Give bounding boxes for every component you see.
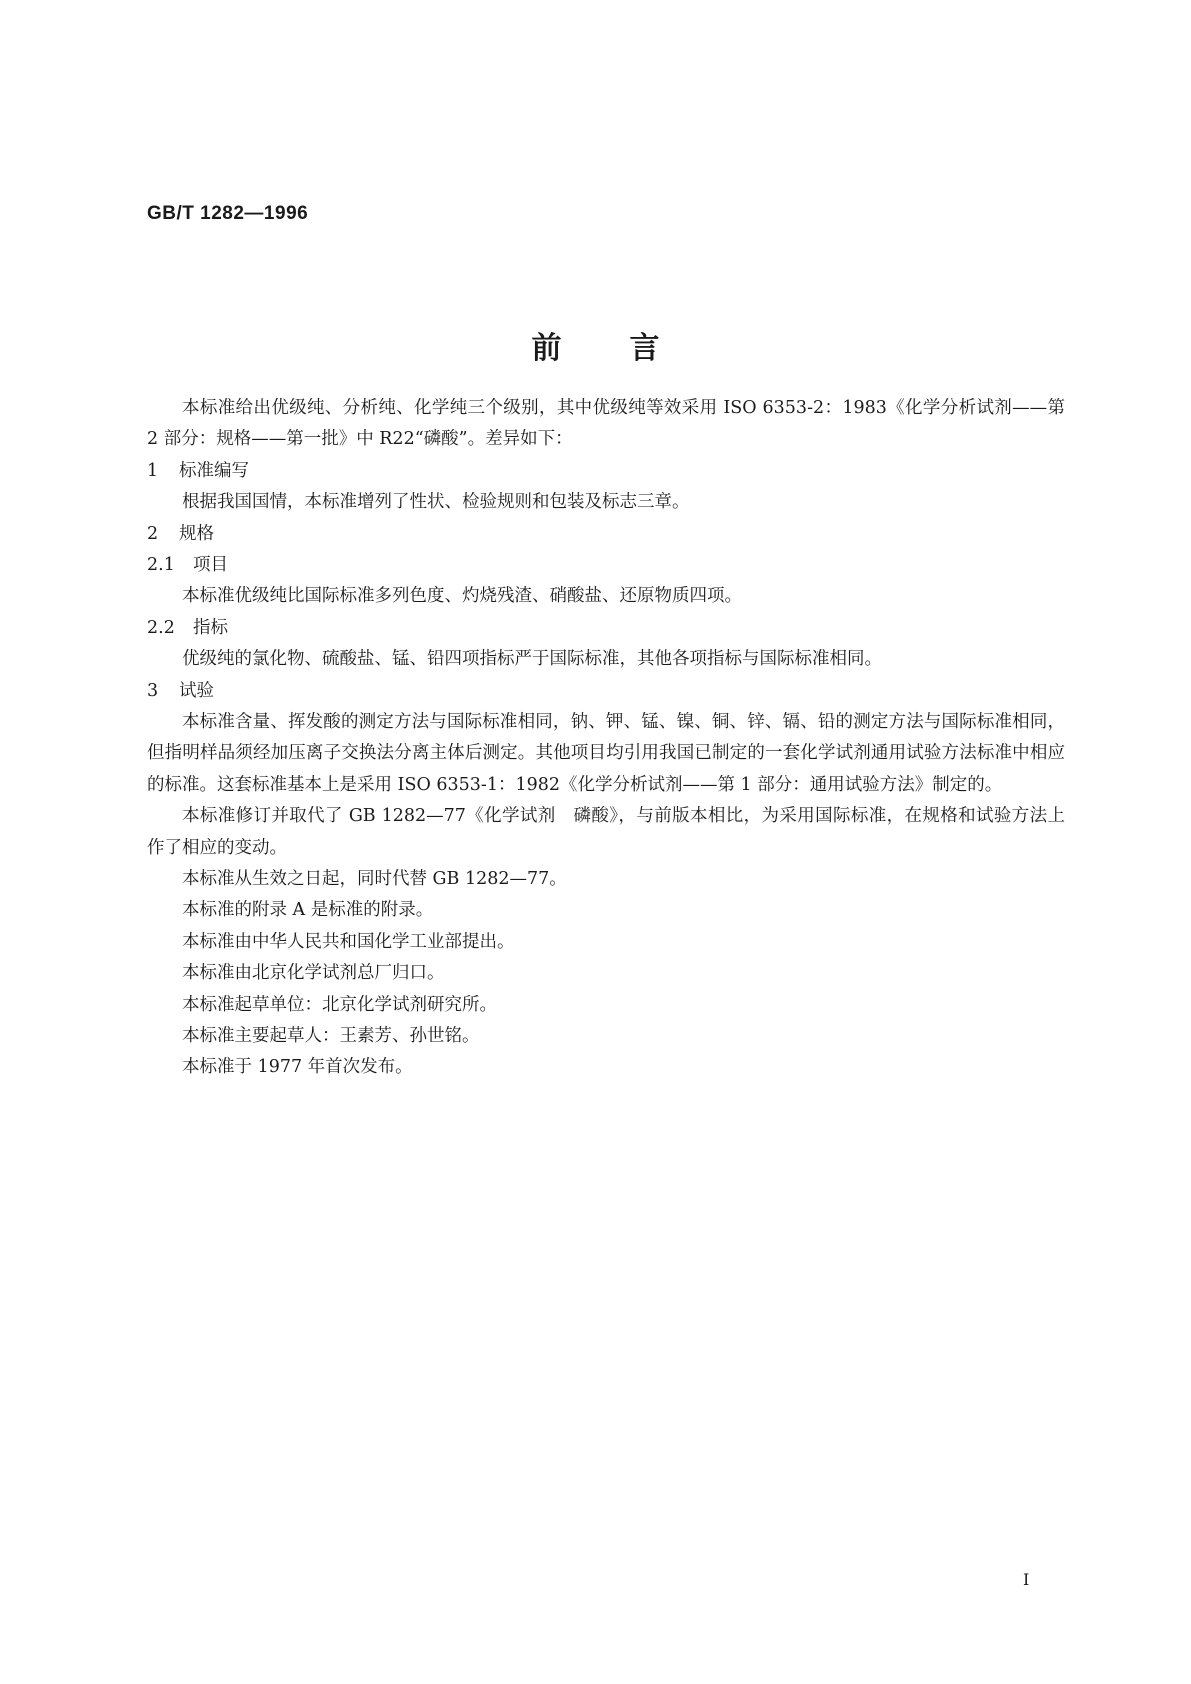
section-number: 3 — [147, 680, 159, 701]
page-title — [0, 323, 1191, 367]
first-published-paragraph: 本标准于 1977 年首次发布。 — [182, 1057, 413, 1078]
section-title: 试验 — [179, 680, 214, 701]
section-heading-2 — [147, 519, 1065, 550]
section-2-2-text: 优级纯的氯化物、硫酸盐、锰、铅四项指标严于国际标准，其他各项指标与国际标准相同。 — [182, 649, 882, 670]
section-3-text: 本标准含量、挥发酸的测定方法与国际标准相同，钠、钾、锰、镍、铜、锌、镉、铅的测定方法与国际标准相同，但指明样品须经加压离子交换法分离主体后测定。其他项目均引用我国已制定的一套化学试剂通用试验方法标准中相应的标准。这套标准基本上是采用 ISO 6353-1：1982《化学分析试剂——第 1 部分：通用试验方法》制定的。 — [147, 711, 1065, 795]
drafters-paragraph: 本标准主要起草人：王素芳、孙世铭。 — [182, 1025, 480, 1046]
page-number: I — [1023, 1570, 1030, 1589]
appendix-paragraph: 本标准的附录 A 是标准的附录。 — [182, 900, 434, 921]
section-title: 标准编写 — [179, 460, 249, 481]
section-heading-1 — [147, 456, 1065, 487]
section-2-1-text: 本标准优级纯比国际标准多列色度、灼烧残渣、硝酸盐、还原物质四项。 — [182, 586, 742, 607]
section-title: 项目 — [193, 554, 228, 575]
section-1-text: 根据我国国情，本标准增列了性状、检验规则和包装及标志三章。 — [182, 492, 690, 513]
section-title: 规格 — [179, 523, 214, 544]
proposer-paragraph: 本标准由中华人民共和国化学工业部提出。 — [182, 931, 515, 952]
preface-body — [147, 393, 1065, 1084]
standard-code: GB/T 1282—1996 — [147, 203, 309, 224]
section-number: 1 — [147, 460, 159, 481]
section-number: 2.2 — [147, 617, 175, 638]
intro-paragraph: 本标准给出优级纯、分析纯、化学纯三个级别，其中优级纯等效采用 ISO 6353-2：1983《化学分析试剂——第 2 部分：规格——第一批》中 R22“磷酸”。差异如下： — [147, 398, 1065, 450]
section-heading-3 — [147, 676, 1065, 707]
section-number: 2 — [147, 523, 159, 544]
centralizer-paragraph: 本标准由北京化学试剂总厂归口。 — [182, 963, 445, 984]
section-heading-2-1 — [147, 550, 1065, 581]
section-number: 2.1 — [147, 554, 175, 575]
section-title: 指标 — [193, 617, 228, 638]
title-char-1: 前 — [531, 331, 562, 366]
title-char-2: 言 — [629, 331, 660, 366]
drafting-unit-paragraph: 本标准起草单位：北京化学试剂研究所。 — [182, 994, 497, 1015]
revision-paragraph: 本标准修订并取代了 GB 1282—77《化学试剂 磷酸》，与前版本相比，为采用国际标准，在规格和试验方法上作了相应的变动。 — [147, 806, 1065, 858]
effective-paragraph: 本标准从生效之日起，同时代替 GB 1282—77。 — [182, 868, 567, 889]
section-heading-2-2 — [147, 613, 1065, 644]
